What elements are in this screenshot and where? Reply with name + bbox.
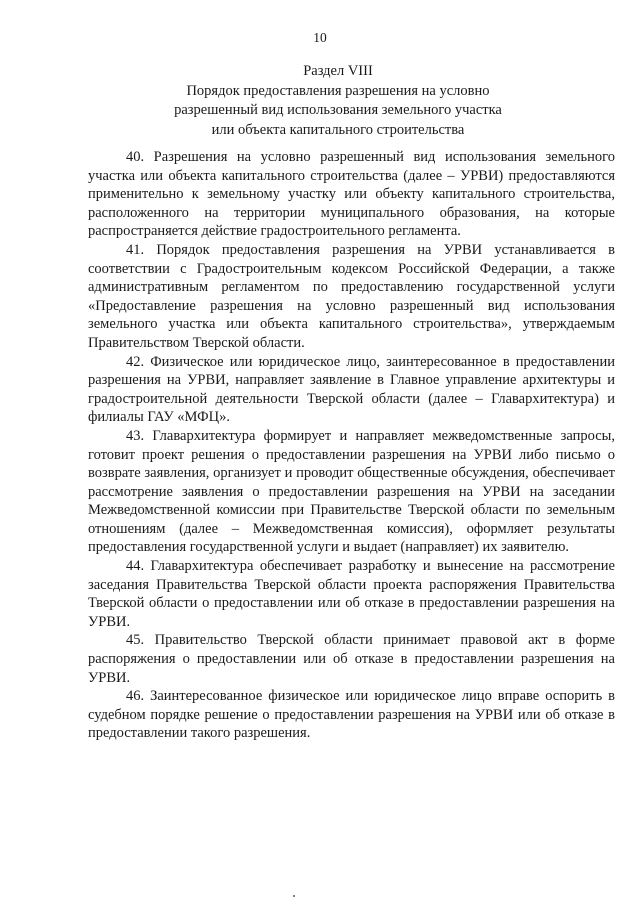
paragraph-46: 46. Заинтересованное физическое или юридическое лицо вправе оспорить в судебном порядке решение о предоставлении разрешения на УРВИ или об отказе в предоставлении такого разрешения. — [88, 688, 615, 742]
section-subtitle-line-3: или объекта капитального строительства — [211, 121, 465, 138]
section-subtitle-line-1: Порядок предоставления разрешения на условно — [186, 82, 490, 99]
section-subtitle-line-2: разрешенный вид использования земельного участка — [174, 102, 502, 118]
paragraph-41: 41. Порядок предоставления разрешения на УРВИ устанавливается в соответствии с Градостроительным кодексом Российской Федерации, а также административным регламентом по предоставлению государственной услуги «Предоставление разрешения на условно разрешенный вид использования земельного участка или объекта капитального строительства», утверждаемым Правительством Тверской области. — [88, 241, 615, 351]
paragraph-40: 40. Разрешения на условно разрешенный вид использования земельного участка или объекта капитального строительства (далее – УРВИ) предоставляются применительно к земельному участку или объекту капитального строительства, расположенного на территории муниципального образования, на которые распространяется действие градостроительного регламента. — [88, 149, 615, 240]
document-body — [88, 148, 615, 743]
page-number: 10 — [313, 30, 327, 45]
paragraph-43: 43. Главархитектура формирует и направляет межведомственные запросы, готовит проект решения о предоставлении разрешения на УРВИ либо письмо о возврате заявления, организует и проводит общественные обсуждения, обеспечивает рассмотрение заявления о предоставлении разрешения на УРВИ на заседании Межведомственной комиссии при Правительстве Тверской области по земельным отношениям (далее – Межведомственная комиссия), оформляет результаты предоставления государственной услуги и выдает (направляет) их заявителю. — [88, 427, 615, 556]
section-heading — [60, 62, 616, 140]
scan-speck — [293, 895, 295, 897]
paragraph-42: 42. Физическое или юридическое лицо, заинтересованное в предоставлении разрешения на УРВИ, направляет заявление в Главное управление архитектуры и градостроительной деятельности Тверской области (далее – Главархитектура) и филиалы ГАУ «МФЦ». — [88, 353, 615, 426]
paragraph-45: 45. Правительство Тверской области принимает правовой акт в форме распоряжения о предоставлении или об отказе в предоставлении разрешения на УРВИ. — [88, 632, 615, 686]
paragraph-44: 44. Главархитектура обеспечивает разработку и вынесение на рассмотрение заседания Правительства Тверской области проекта распоряжения Правительства Тверской области о предоставлении или об отказе в предоставлении разрешения на УРВИ. — [88, 558, 615, 630]
section-title: Раздел VIII — [303, 63, 373, 79]
